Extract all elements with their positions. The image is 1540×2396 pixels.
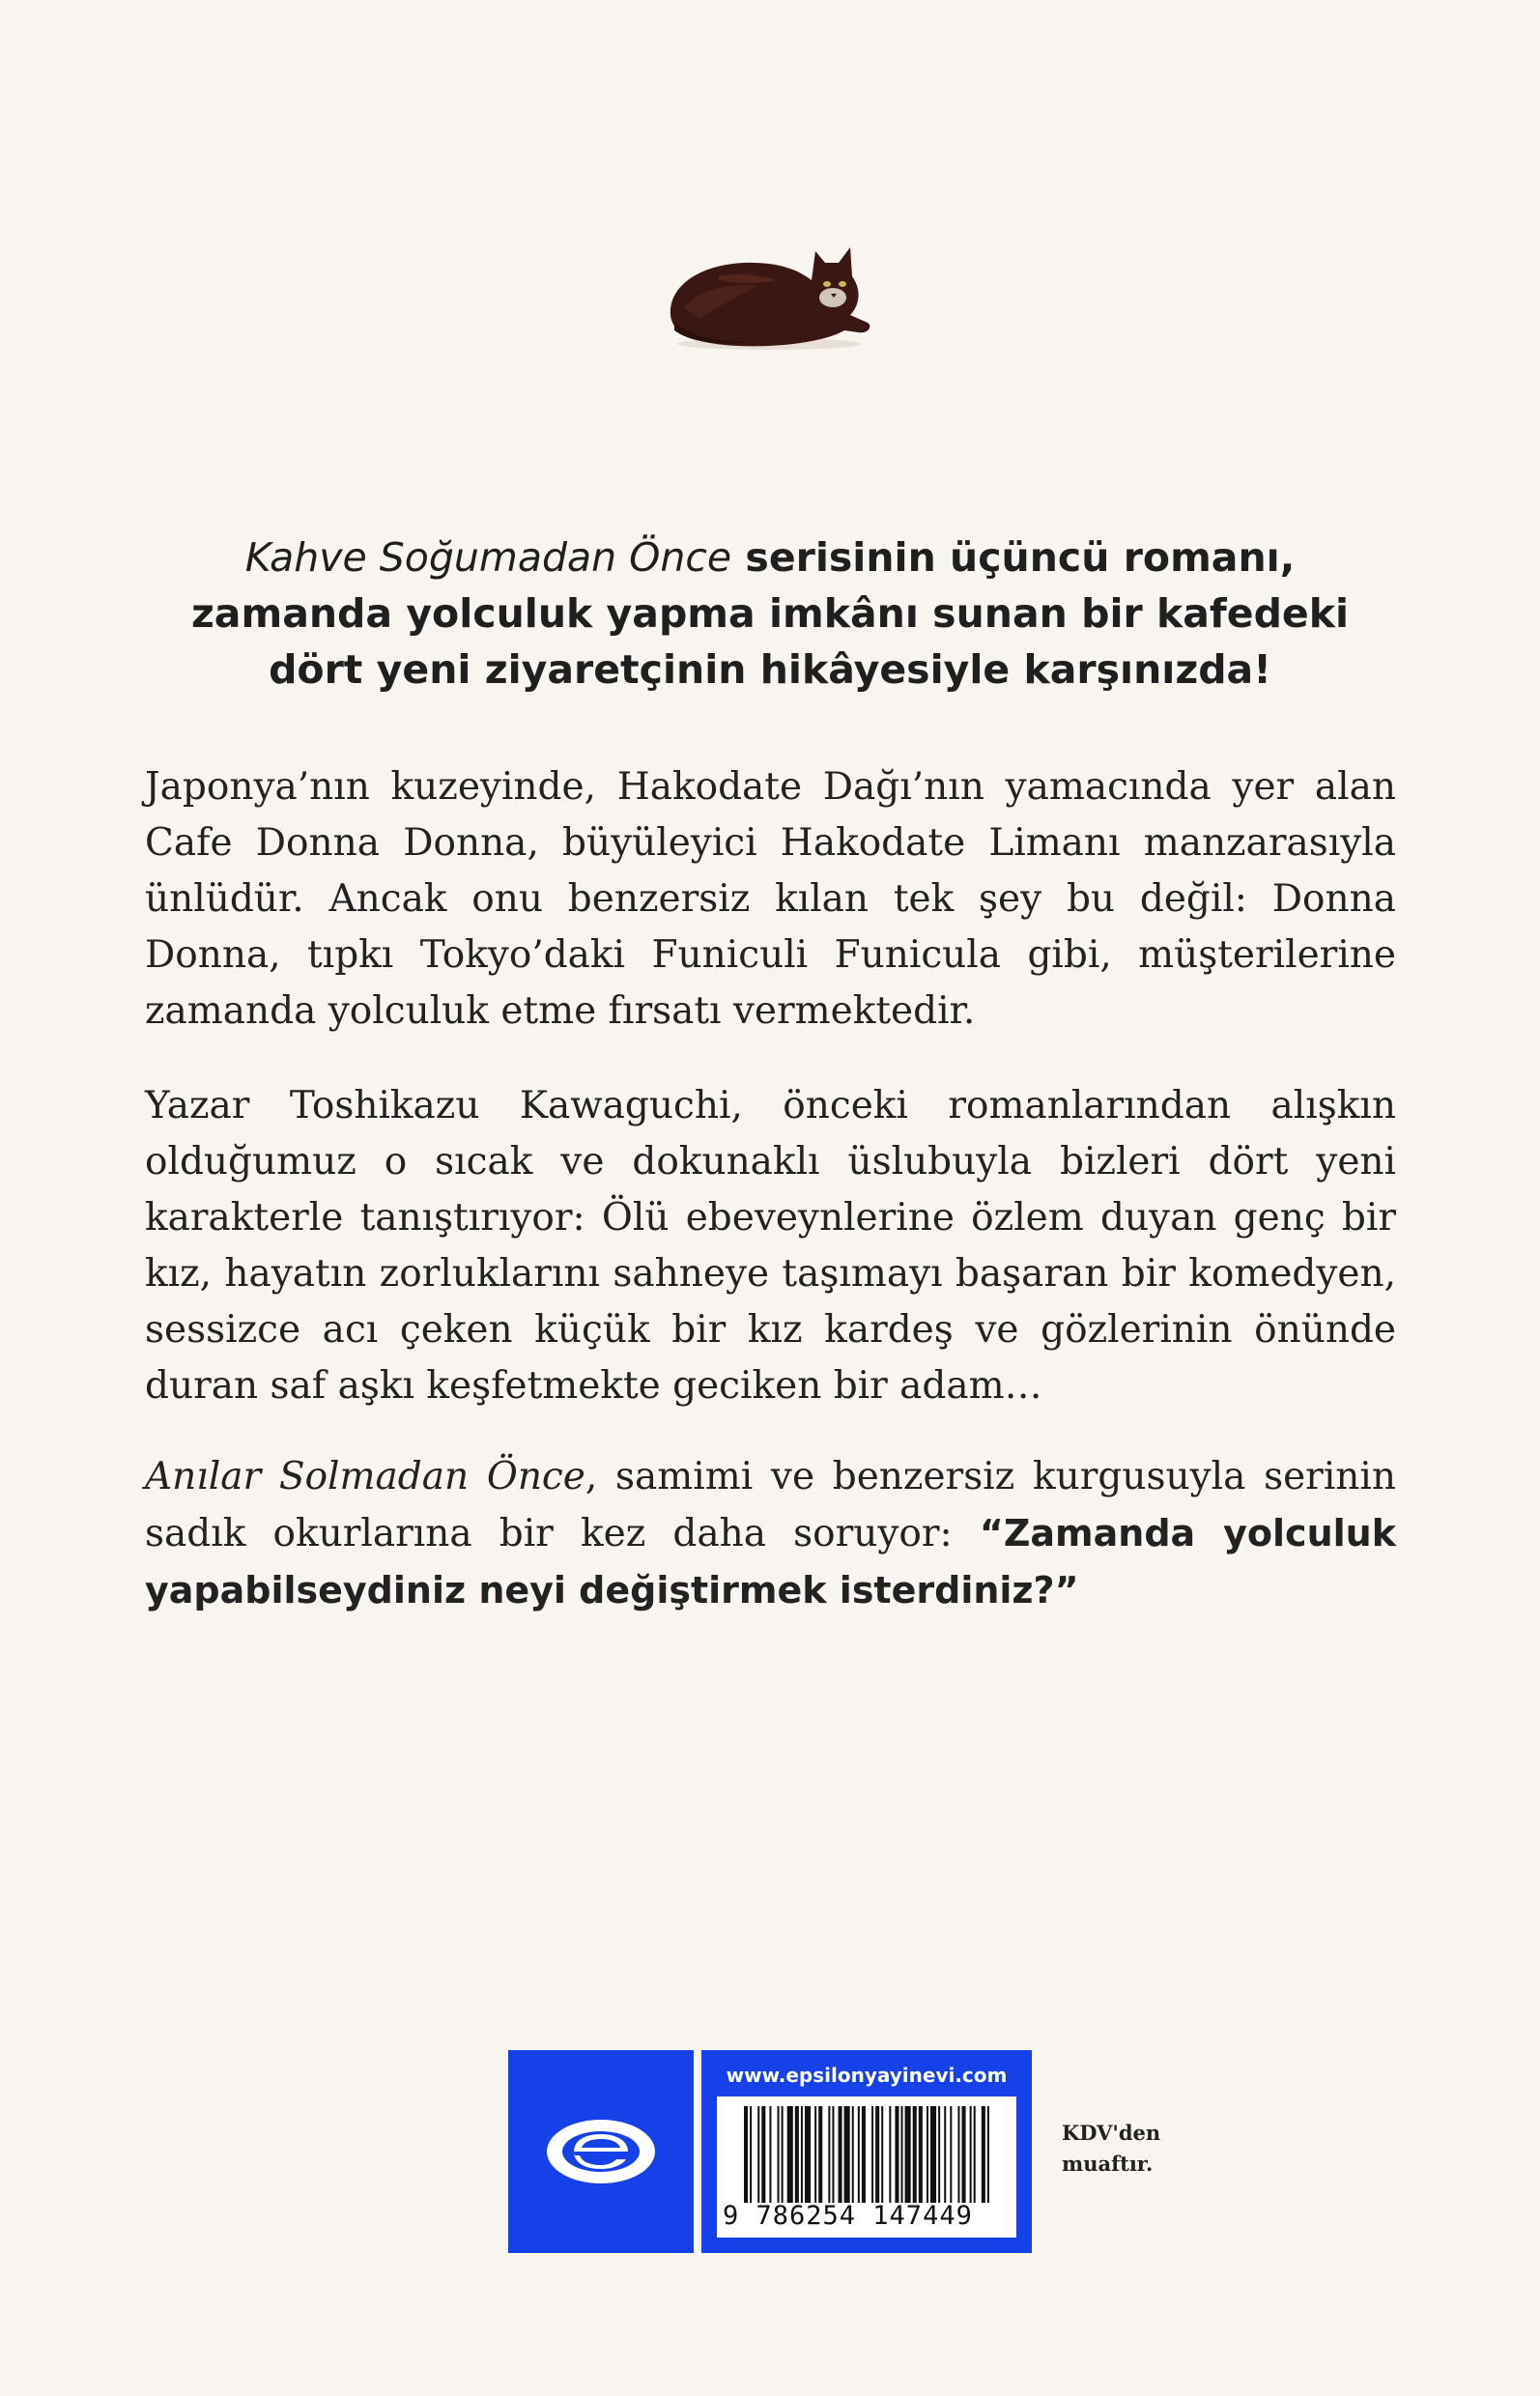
- paragraph-1: [145, 759, 1396, 1040]
- paragraph-2: [145, 1078, 1396, 1414]
- barcode-bar: [801, 2106, 803, 2203]
- barcode-bar: [862, 2106, 866, 2203]
- headline-line-1-rest: serisinin üçüncü romanı,: [731, 534, 1296, 581]
- barcode-bar: [919, 2106, 923, 2203]
- headline: [135, 529, 1405, 698]
- publisher-url: www.epsilonyayinevi.com: [726, 2064, 1008, 2087]
- barcode-bar: [927, 2106, 928, 2203]
- barcode-bars: [744, 2106, 993, 2203]
- barcode-bar: [905, 2106, 911, 2203]
- barcode-bar: [852, 2106, 854, 2203]
- barcode-bar: [750, 2106, 752, 2203]
- barcode-bar: [769, 2106, 771, 2203]
- barcode-bar: [881, 2106, 883, 2203]
- barcode-bar: [889, 2106, 891, 2203]
- isbn-barcode: [717, 2096, 1016, 2238]
- barcode-bar: [930, 2106, 936, 2203]
- barcode-bar: [961, 2106, 965, 2203]
- kdv-line-2: muaftır.: [1062, 2152, 1154, 2176]
- barcode-bar: [778, 2106, 780, 2203]
- barcode-bar: [901, 2106, 903, 2203]
- barcode-bar: [744, 2106, 748, 2203]
- barcode-bar: [795, 2106, 799, 2203]
- series-title: Kahve Soğumadan Önce: [244, 534, 732, 581]
- headline-line-3: dört yeni ziyaretçinin hikâyesiyle karşınızda!: [269, 646, 1271, 693]
- barcode-bar: [787, 2106, 793, 2203]
- barcode-bar: [871, 2106, 873, 2203]
- cat-illustration: [661, 230, 879, 352]
- paragraph-1-text: Japonya’nın kuzeyinde, Hakodate Dağı’nın yamacında yer alan Cafe Donna Donna, büyüleyici Hakodate Limanı manzarasıyla ünlüdür. Ancak onu benzersiz kılan tek şey bu değil: Donna Donna, tıpkı Tokyo’daki Funiculi Funicula gibi, müşterilerine zamanda yolculuk etme fırsatı vermektedir.: [145, 765, 1396, 1033]
- barcode-bar: [944, 2106, 946, 2203]
- barcode-bar: [757, 2106, 759, 2203]
- barcode-bar: [875, 2106, 879, 2203]
- barcode-bar: [814, 2106, 816, 2203]
- barcode-bar: [974, 2106, 976, 2203]
- barcode-bar: [970, 2106, 972, 2203]
- barcode-bar: [938, 2106, 940, 2203]
- barcode-box: [701, 2050, 1032, 2253]
- barcode-bar: [832, 2106, 834, 2203]
- epsilon-e-logo-icon: [543, 2117, 659, 2186]
- isbn-number: 9 786254 147449: [723, 2201, 973, 2231]
- barcode-bar: [761, 2106, 765, 2203]
- paragraph-3: [145, 1449, 1396, 1619]
- kdv-note: [1062, 2118, 1160, 2180]
- barcode-bar: [805, 2106, 811, 2203]
- paragraph-3-text: , samimi ve benzersiz kurgusuyla serinin sadık okurlarına bir kez daha soruyor:: [145, 1455, 1396, 1555]
- barcode-bar: [982, 2106, 985, 2203]
- barcode-bar: [828, 2106, 830, 2203]
- publisher-logo-box: [508, 2050, 694, 2253]
- barcode-bar: [844, 2106, 850, 2203]
- paragraph-2-text: Yazar Toshikazu Kawaguchi, önceki romanlarından alışkın olduğumuz o sıcak ve dokunaklı üslubuyla bizleri dört yeni karakterle tanıştırıyor: Ölü ebeveynlerine özlem duyan genç bir kız, hayatın zorluklarını sahneye taşımayı başaran bir komedyen, sessizce acı çeken küçük bir kız kardeş ve gözlerinin önünde duran saf aşkı keşfetmekte geciken bir adam…: [145, 1084, 1396, 1408]
- barcode-bar: [839, 2106, 842, 2203]
- barcode-bar: [957, 2106, 959, 2203]
- barcode-bar: [818, 2106, 822, 2203]
- barcode-bar: [858, 2106, 860, 2203]
- headline-line-1: [135, 529, 1405, 585]
- tagline-question: “Zamanda yolculuk yapabilseydiniz neyi değiştirmek isterdiniz?”: [145, 1512, 1396, 1612]
- barcode-bar: [782, 2106, 784, 2203]
- book-title: Anılar Solmadan Önce: [145, 1455, 585, 1498]
- barcode-bar: [950, 2106, 952, 2203]
- barcode-bar: [913, 2106, 917, 2203]
- headline-line-2: zamanda yolculuk yapma imkânı sunan bir kafedeki: [190, 590, 1350, 637]
- barcode-bar: [895, 2106, 898, 2203]
- barcode-bar: [987, 2106, 989, 2203]
- kdv-line-1: KDV'den: [1062, 2121, 1161, 2145]
